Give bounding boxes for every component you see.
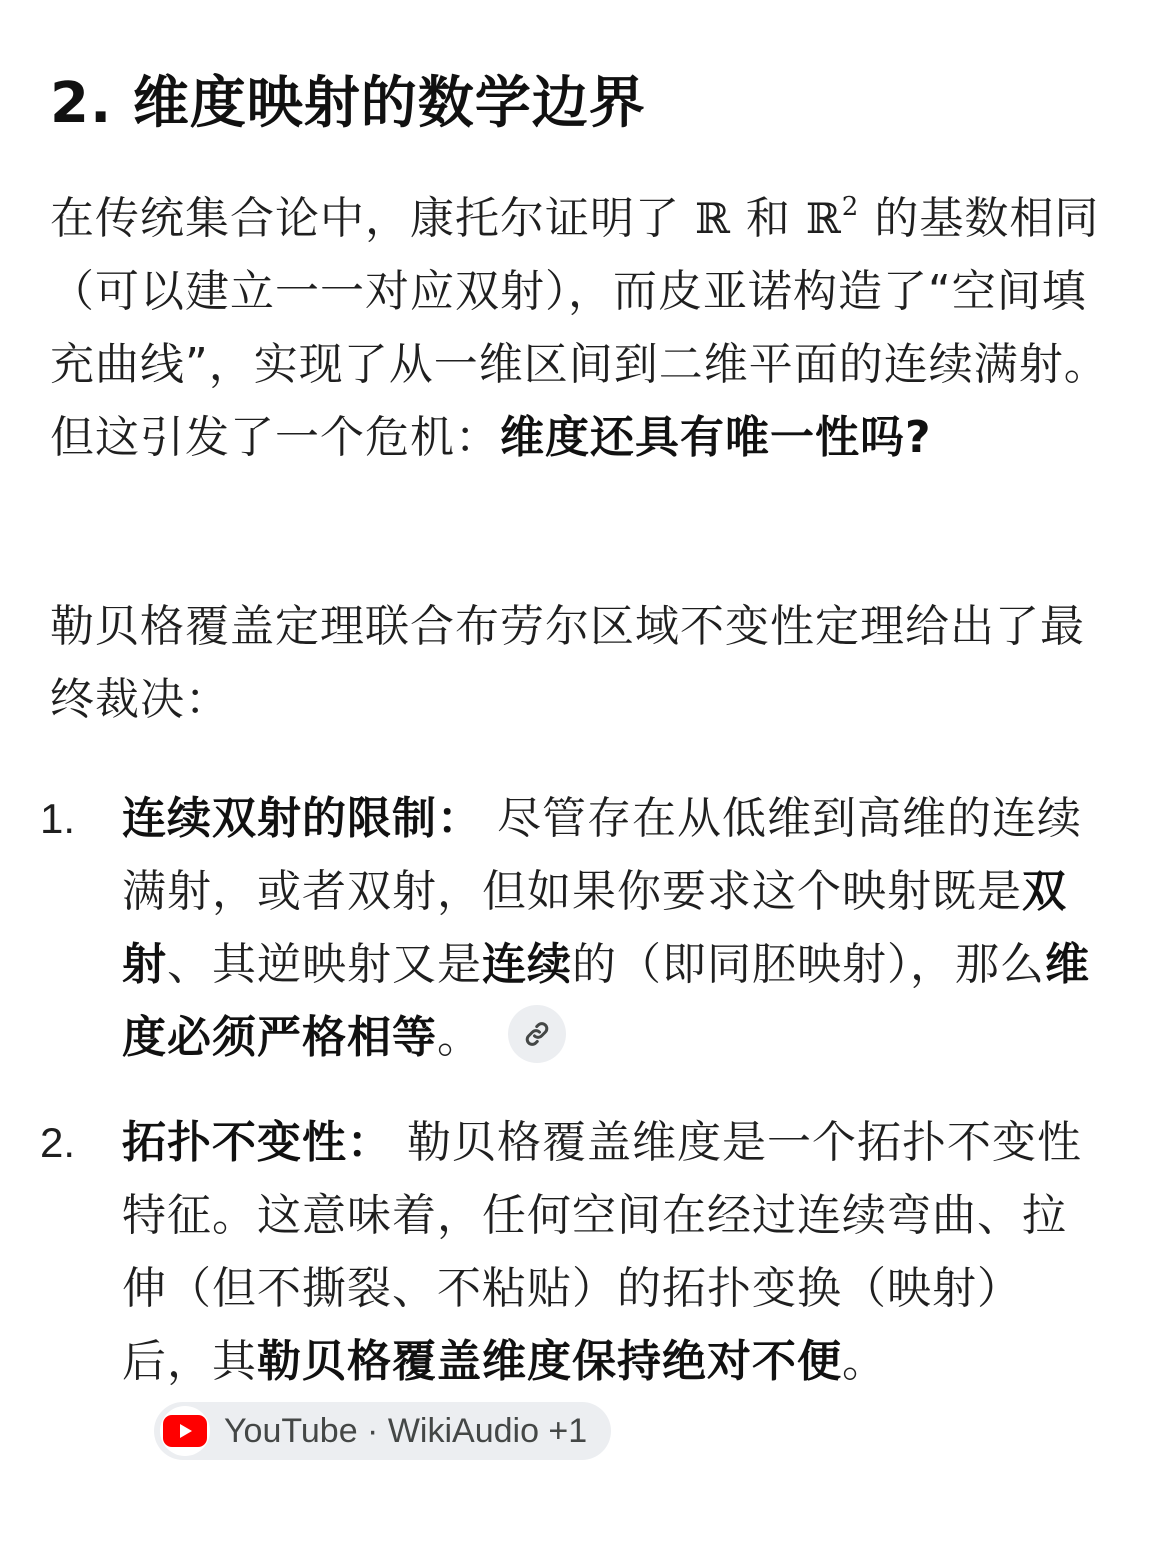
section-title: 2. 维度映射的数学边界 [50, 71, 646, 136]
math-exponent: 2 [841, 192, 860, 222]
list-item-text [122, 782, 1102, 1074]
list-bold: 双射 [122, 866, 1067, 990]
para-text: 的基数相同（可以建立一一对应双射），而皮亚诺构造了“空间填充曲线”，实现了从一维区间到二维平面的连续满射。但这引发了一个危机： [50, 193, 1109, 463]
list-item-heading: 拓扑不变性： [122, 1117, 392, 1168]
list-text: 的（即同胚映射），那么 [572, 939, 1045, 990]
para-text: 和 [730, 193, 806, 244]
paragraph-verdict: 勒贝格覆盖定理联合布劳尔区域不变性定理给出了最终裁决： [50, 601, 1085, 725]
list-text: 。 [437, 1012, 482, 1063]
list-text: 。 [842, 1336, 887, 1387]
math-symbol-r: ℝ [695, 194, 731, 243]
math-real-line [695, 194, 731, 243]
list-bold: 勒贝格覆盖维度保持绝对不便 [257, 1336, 842, 1387]
source-chip-button[interactable] [154, 1402, 611, 1460]
list-item-text [122, 1106, 1102, 1471]
source-link-button[interactable] [508, 1005, 566, 1063]
para-text: 在传统集合论中，康托尔证明了 [50, 193, 695, 244]
source-chip-label: YouTube · WikiAudio +1 [224, 1411, 588, 1450]
paragraph-cantor [50, 182, 1112, 474]
list-number: 1. [40, 795, 76, 842]
list-bold: 维度必须严格相等 [122, 939, 1090, 1063]
list-number: 2. [40, 1119, 76, 1166]
link-icon [522, 1019, 552, 1049]
math-real-plane [806, 194, 859, 243]
youtube-icon [160, 1406, 210, 1456]
para-bold-question: 维度还具有唯一性吗? [500, 412, 932, 463]
list-bold: 连续 [482, 939, 572, 990]
list-text: 、其逆映射又是 [167, 939, 482, 990]
list-text: 勒贝格覆盖维度是一个拓扑不变性特征。这意味着，任何空间在经过连续弯曲、拉伸（但不撕裂、不粘贴）的拓扑变换（映射）后，其 [122, 1117, 1082, 1387]
math-symbol-r: ℝ [805, 194, 842, 243]
list-item-heading: 连续双射的限制： [122, 793, 482, 844]
list-text: 尽管存在从低维到高维的连续满射，或者双射，但如果你要求这个映射既是 [122, 793, 1082, 917]
